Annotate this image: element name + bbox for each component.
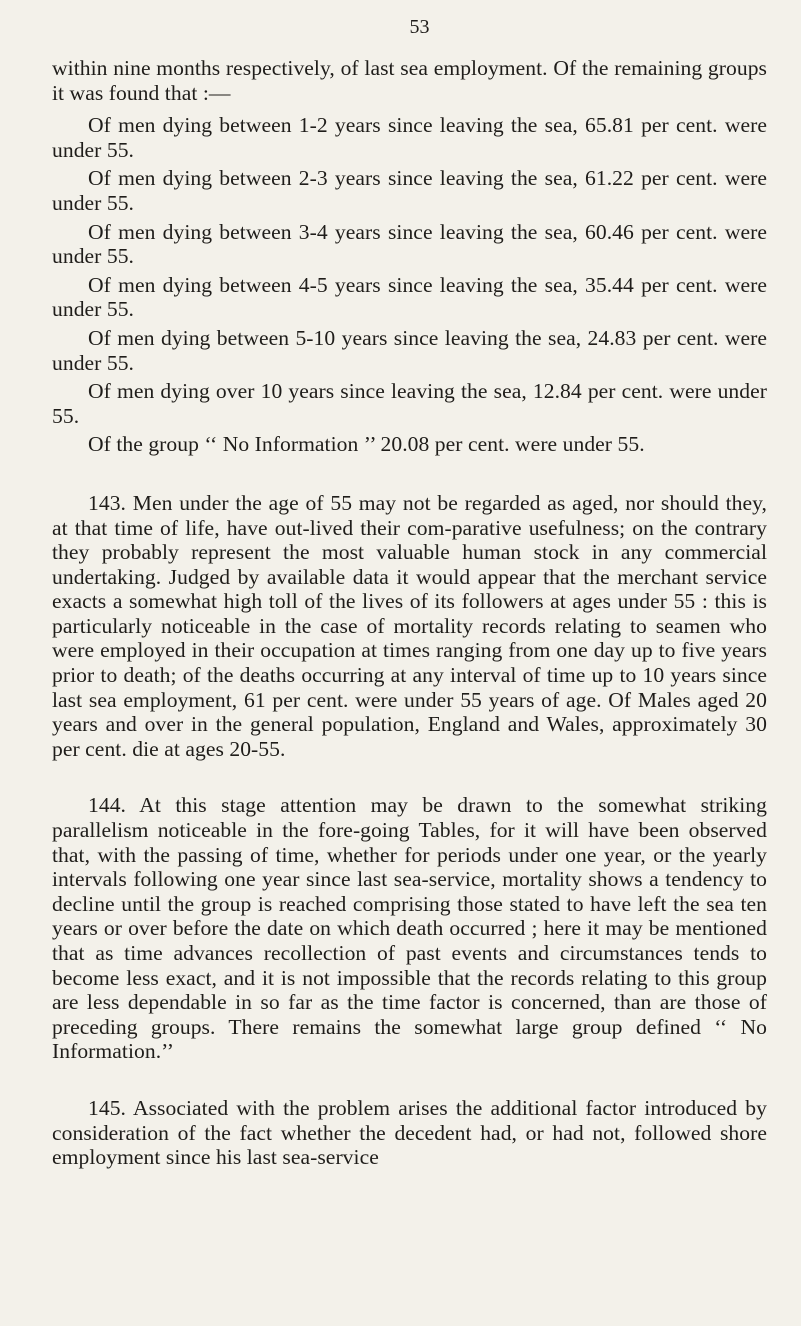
paragraph-143: 143. Men under the age of 55 may not be regarded as aged, nor should they, at that time of life, have out-lived their com-parative usefulness; on the contrary they probably represent the most valuable human stock in any commercial undertaking. Judged by available data it would appear that the merchant service exacts a somewhat high toll of the lives of its followers at ages under 55 : this is particularly noticeable in the case of mortality records relating to seamen who were employed in their occupation at times ranging from one day up to five years prior to death; of the deaths occurring at any interval of time up to 10 years since last sea employment, 61 per cent. were under 55 years of age. Of Males aged 20 years and over in the general population, England and Wales, approximately 30 per cent. die at ages 20-55. <box>52 490 767 761</box>
mortality-list <box>52 113 767 457</box>
list-item: Of the group ‘‘ No Information ’’ 20.08 per cent. were under 55. <box>88 432 645 457</box>
paragraph-144: 144. At this stage attention may be drawn to the somewhat striking parallelism noticeable in the fore-going Tables, for it will have been observed that, with the passing of time, whether for periods under one year, or the yearly intervals following one year since last sea-service, mortality shows a tendency to decline until the group is reached comprising those stated to have left the sea ten years or over before the date on which death occurred ; here it may be mentioned that as time advances recollection of past events and circumstances tends to become less exact, and it is not impossible that the records relating to this group are less dependable in so far as the time factor is concerned, than are those of preceding groups. There remains the somewhat large group defined ‘‘ No Information.’’ <box>52 793 767 1064</box>
page-number: 53 <box>409 16 430 38</box>
list-item: Of men dying between 5-10 years since leaving the sea, 24.83 per cent. were under 55. <box>52 325 767 375</box>
list-item: Of men dying between 3-4 years since leaving the sea, 60.46 per cent. were under 55. <box>52 219 767 269</box>
list-item: Of men dying between 1-2 years since leaving the sea, 65.81 per cent. were under 55. <box>52 113 767 162</box>
list-item: Of men dying between 4-5 years since leaving the sea, 35.44 per cent. were under 55. <box>52 272 767 322</box>
list-item: Of men dying between 2-3 years since leaving the sea, 61.22 per cent. were under 55. <box>52 166 767 215</box>
paragraph-145: 145. Associated with the problem arises the additional factor introduced by consideration of the fact whether the decedent had, or had not, followed shore employment since his last sea-service <box>52 1095 767 1170</box>
list-item: Of men dying over 10 years since leaving the sea, 12.84 per cent. were under 55. <box>52 379 767 428</box>
lead-paragraph: within nine months respectively, of last sea employment. Of the remaining groups it was found that :— <box>52 56 767 105</box>
document-page <box>52 14 767 1170</box>
